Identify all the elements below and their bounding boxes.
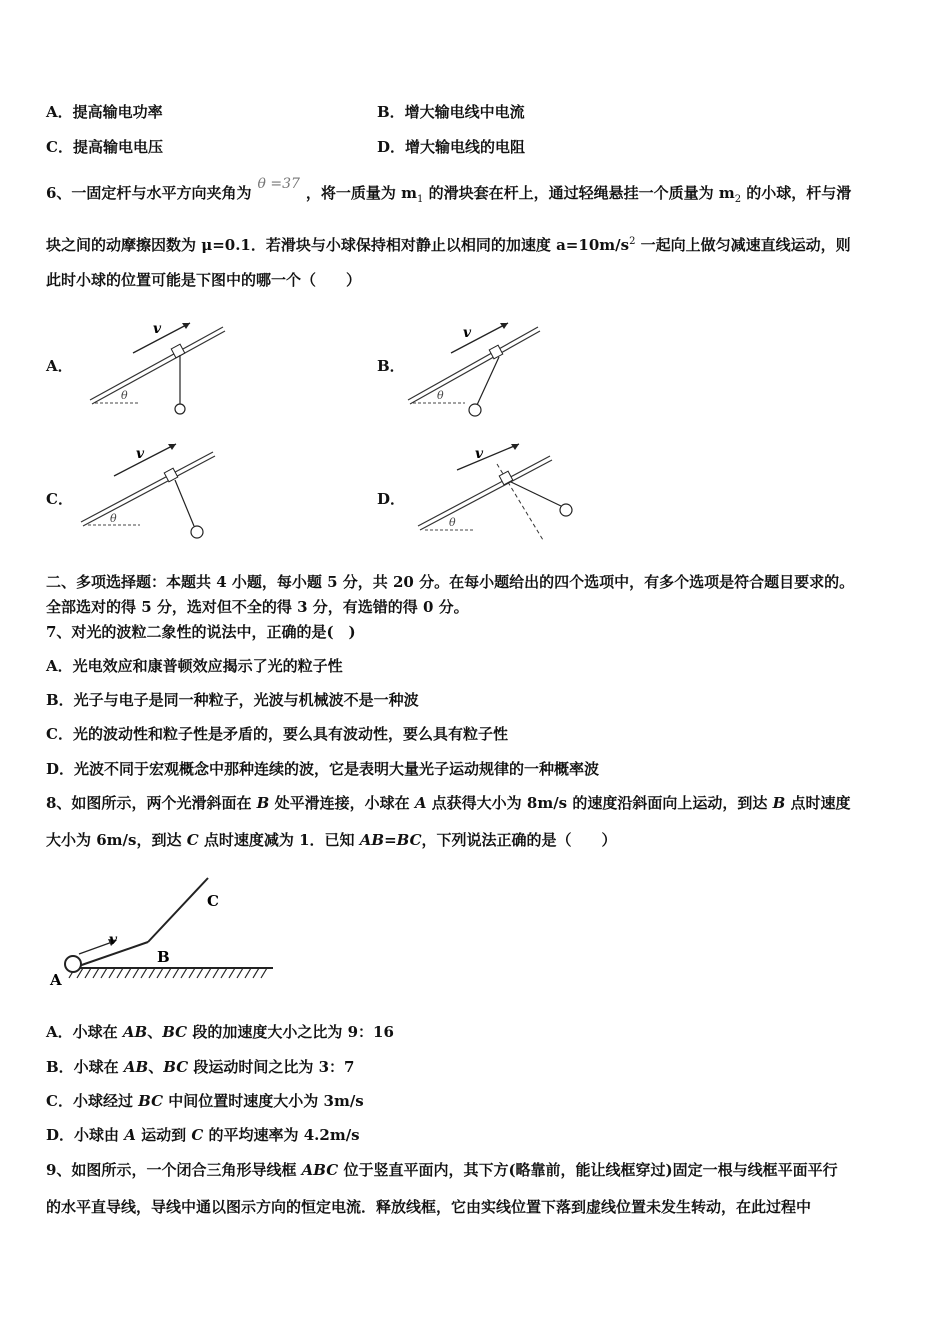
q8-figure [45,870,280,995]
theta-formula: θ =37 [257,176,300,192]
svg-text:C: C [207,892,219,910]
q6-option-d-label: D． [377,490,406,508]
q9-stem-line2: 的水平直导线，导线中通以图示方向的恒定电流．释放线框，它由实线位置下落到虚线位置未发生转动，在此过程中 [46,1198,812,1216]
svg-text:θ: θ [437,389,444,402]
q6-option-c-label: C． [46,490,73,508]
q7-option-a: A．光电效应和康普顿效应揭示了光的粒子性 [46,657,343,675]
q5-option-b: B．增大输电线中电流 [377,103,525,121]
svg-text:θ: θ [110,512,117,525]
svg-text:θ: θ [449,516,456,529]
q8-stem-line2: 大小为 6m/s，到达 C 点时速度减为 1．已知 AB=BC，下列说法正确的是（ ） [46,831,617,849]
q9-stem-line1: 9、如图所示，一个闭合三角形导线框 ABC 位于竖直平面内，其下方(略靠前，能让线框穿过)固定一根与线框平面平行 [46,1161,838,1179]
q8-option-c: C．小球经过 BC 中间位置时速度大小为 3m/s [46,1092,364,1110]
q7-option-d: D．光波不同于宏观概念中那种连续的波，它是表明大量光子运动规律的一种概率波 [46,760,600,778]
q6-option-a-label: A． [46,357,73,375]
svg-text:θ: θ [121,389,128,402]
q6-figure-d [415,440,585,545]
q8-option-b: B．小球在 AB、BC 段运动时间之比为 3：7 [46,1058,355,1076]
svg-text:v: v [475,446,484,462]
svg-text:v: v [463,325,472,341]
q5-option-a: A．提高输电功率 [46,103,163,121]
q6-option-b-label: B． [377,357,405,375]
section2-heading-line1: 二、多项选择题：本题共 4 小题，每小题 5 分，共 20 分。在每小题给出的四个选项中，有多个选项是符合题目要求的。 [46,573,855,591]
q6-figure-a [85,315,235,420]
q5-option-c: C．提高输电电压 [46,138,163,156]
svg-text:B: B [157,948,170,966]
q6-figure-c [78,440,228,545]
q7-option-c: C．光的波动性和粒子性是矛盾的，要么具有波动性，要么具有粒子性 [46,725,508,743]
q7-option-b: B．光子与电子是同一种粒子，光波与机械波不是一种波 [46,691,419,709]
q6-stem-line2: 块之间的动摩擦因数为 μ=0.1．若滑块与小球保持相对静止以相同的加速度 $a=10m/s^2$ 一起向上做匀减速直线运动，则 [46,236,851,254]
svg-text:v: v [136,446,145,462]
q7-stem: 7、对光的波粒二象性的说法中，正确的是( ) [46,623,356,641]
q6-stem-line1: 6、一固定杆与水平方向夹角为 θ =37 ，将一质量为 $m_1$ 的滑块套在杆上，通过轻绳悬挂一个质量为 $m_2$ 的小球，杆与滑 [46,176,852,205]
svg-text:A: A [50,971,62,989]
svg-text:v: v [153,321,162,337]
q8-stem-line1: 8、如图所示，两个光滑斜面在 B 处平滑连接，小球在 A 点获得大小为 8m/s 的速度沿斜面向上运动，到达 B 点时速度 [46,794,851,812]
q8-option-a: A．小球在 AB、BC 段的加速度大小之比为 9：16 [46,1023,394,1041]
q6-stem-line3: 此时小球的位置可能是下图中的哪一个（ ） [46,271,362,289]
svg-text:v: v [109,932,118,948]
q8-option-d: D．小球由 A 运动到 C 的平均速率为 4.2m/s [46,1126,360,1144]
q6-figure-b [403,315,553,420]
section2-heading-line2: 全部选对的得 5 分，选对但不全的得 3 分，有选错的得 0 分。 [46,598,469,616]
q5-option-d: D．增大输电线的电阻 [377,138,526,156]
